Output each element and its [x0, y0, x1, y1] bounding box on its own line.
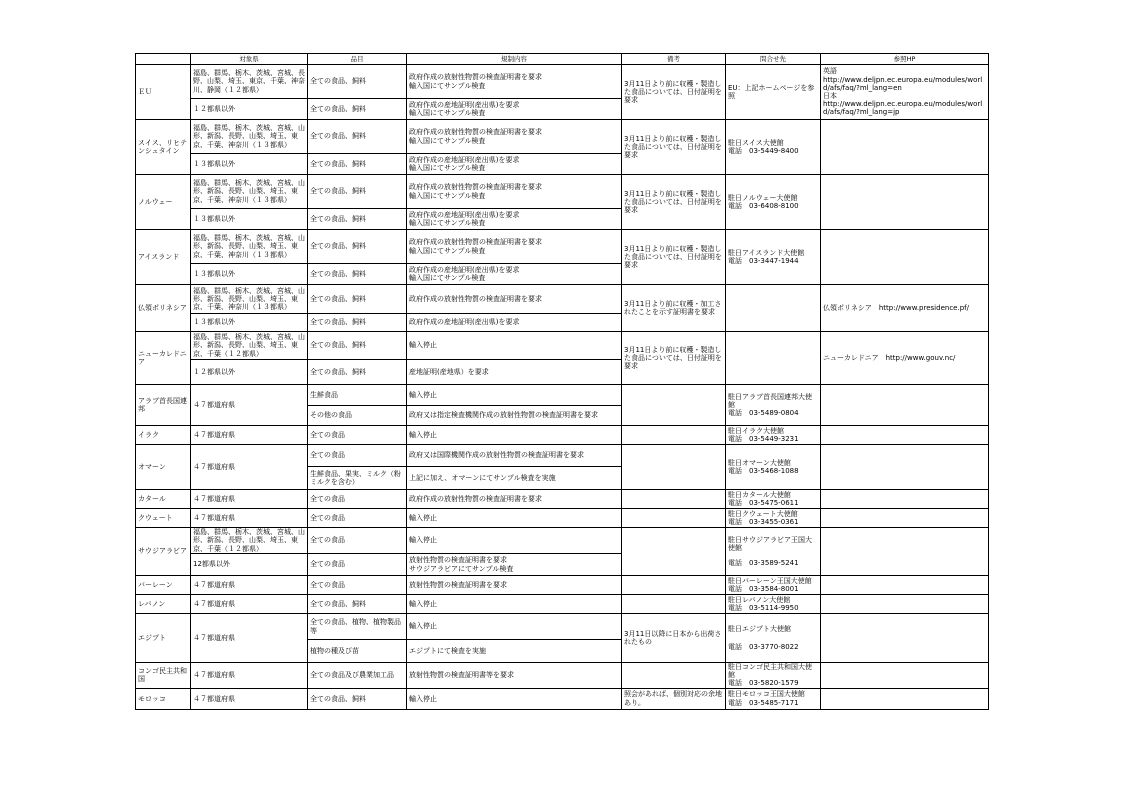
country-cell: スイス、リヒテンシュタイン: [136, 120, 191, 175]
item-cell: 全ての食品及び農業加工品: [308, 663, 407, 689]
regulation-line: 政府作成の放射性物質の検査証明書を要求: [409, 183, 542, 192]
regulation-cell: エジプトにて検査を実施: [407, 640, 622, 663]
table-row: [136, 445, 989, 467]
item-cell: 全ての食品、飼料: [308, 360, 407, 385]
contact-name: 駐日オマーン大使館: [728, 458, 791, 467]
contact-cell: EU：上記ホームページを参照: [726, 65, 821, 120]
header-reference-hp: 参照HP: [821, 54, 989, 65]
regulation-cell: [407, 230, 622, 264]
table-row: [136, 285, 989, 314]
table-row: [136, 490, 989, 509]
hp-link[interactable]: http://www.deljpn.ec.europa.eu/modules/world/afs/faq/?ml_lang=jp: [823, 100, 983, 117]
contact-cell: [726, 385, 821, 426]
note-cell: 照会があれば、個別対応の余地あり。: [622, 688, 726, 709]
prefecture-cell: １２都県以外: [191, 99, 308, 120]
prefecture-cell: 福島、群馬、栃木、茨城、宮城、長野、山梨、埼玉、東京、千葉、神奈川、静岡（１２都県）: [191, 65, 308, 99]
contact-phone: 電話 03-5114-9950: [728, 604, 799, 612]
country-cell: イラク: [136, 426, 191, 445]
country-cell: アイスランド: [136, 230, 191, 285]
contact-cell: [726, 688, 821, 709]
country-cell: ノルウェー: [136, 175, 191, 230]
regulation-line: 輸入国にてサンプル検査: [409, 81, 486, 90]
item-cell: 全ての食品: [308, 554, 407, 576]
regulation-line: 放射性物質の検査証明書を要求: [409, 556, 507, 565]
header-prefecture: 対象県: [191, 54, 308, 65]
reference-hp-cell[interactable]: 仏領ポリネシア http://www.presidence.pf/: [821, 285, 989, 332]
contact-phone: 電話 03-3589-5241: [728, 558, 799, 567]
country-cell: 仏領ポリネシア: [136, 285, 191, 332]
note-cell: 3月11日より前に収穫・製造した食品については、日付証明を要求: [622, 175, 726, 230]
reference-hp-cell: [821, 528, 989, 576]
prefecture-cell: 福島、群馬、栃木、茨城、宮城、山形、新潟、長野、山梨、埼玉、東京、千葉、神奈川（１３都県）: [191, 120, 308, 154]
prefecture-cell: 福島、群馬、栃木、茨城、宮城、山形、新潟、長野、山梨、埼玉、東京、千葉（１２都県）: [191, 332, 308, 360]
country-cell: アラブ首長国連邦: [136, 385, 191, 426]
contact-phone: 電話 03-3584-8001: [728, 585, 799, 593]
regulation-cell: 政府作成の産地証明(産出県)を要求: [407, 314, 622, 332]
item-cell: 生鮮食品: [308, 385, 407, 406]
country-cell: エジプト: [136, 614, 191, 663]
contact-cell: [726, 445, 821, 490]
contact-cell: [726, 595, 821, 614]
hp-link[interactable]: http://www.deljpn.ec.europa.eu/modules/world/afs/faq/?ml_lang=en: [823, 75, 983, 92]
regulation-cell: 上記に加え、オマーンにてサンプル検査を実施: [407, 467, 622, 490]
contact-name: 駐日サウジアラビア王国大使館: [728, 536, 812, 553]
item-cell: 全ての食品、飼料: [308, 264, 407, 285]
note-cell: [622, 490, 726, 509]
prefecture-cell: １３都県以外: [191, 209, 308, 230]
reference-hp-cell: [821, 65, 989, 120]
reference-hp-cell: [821, 175, 989, 230]
regulation-line: 輸入国にてサンプル検査: [409, 274, 486, 282]
contact-phone: 電話 03-6408-8100: [728, 202, 799, 210]
regulation-cell: 放射性物質の検査証明書を要求: [407, 576, 622, 595]
prefecture-cell: １３都県以外: [191, 154, 308, 175]
regulation-line: 輸入国にてサンプル検査: [409, 164, 486, 172]
reference-hp-cell: [821, 445, 989, 490]
regulation-line: 輸入国にてサンプル検査: [409, 191, 486, 200]
contact-name: 駐日カタール大使館: [728, 490, 791, 499]
regulation-line: 政府作成の放射性物質の検査証明書を要求: [409, 73, 542, 82]
header-item: 品目: [308, 54, 407, 65]
table-row: [136, 528, 989, 554]
regulation-table: [135, 53, 989, 710]
header-contact: 問合せ先: [726, 54, 821, 65]
reference-hp-cell: [821, 230, 989, 285]
hp-line: 英語: [823, 67, 837, 76]
contact-phone: 電話 03-5468-1088: [728, 467, 799, 475]
country-cell: ニューカレドニア: [136, 332, 191, 385]
note-cell: 3月11日より前に収穫・製造した食品については、日付証明を要求: [622, 65, 726, 120]
contact-cell: [726, 120, 821, 175]
item-cell: 全ての食品、飼料: [308, 332, 407, 360]
regulation-line: サウジアラビアにてサンプル検査: [409, 564, 514, 573]
item-cell: 全ての食品、飼料: [308, 285, 407, 314]
regulation-cell: 輸入停止: [407, 595, 622, 614]
table-row: [136, 120, 989, 154]
reference-hp-cell: [821, 576, 989, 595]
reference-hp-cell[interactable]: ニューカレドニア http://www.gouv.nc/: [821, 332, 989, 385]
contact-cell: [726, 528, 821, 576]
regulation-cell: [407, 264, 622, 285]
contact-phone: 電話 03-5449-8400: [728, 147, 799, 155]
regulation-cell: 産地証明(産地県）を要求: [407, 360, 622, 385]
item-cell: 全ての食品、植物、植物製品等: [308, 614, 407, 640]
item-cell: その他の食品: [308, 406, 407, 426]
item-cell: 全ての食品、飼料: [308, 99, 407, 120]
table-row: [136, 663, 989, 689]
reference-hp-cell: [821, 385, 989, 426]
regulation-line: 輸入国にてサンプル検査: [409, 246, 486, 255]
item-cell: 全ての食品、飼料: [308, 65, 407, 99]
regulation-cell: 輸入停止: [407, 509, 622, 528]
contact-name: 駐日モロッコ王国大使館: [728, 690, 805, 699]
note-cell: [622, 445, 726, 490]
country-cell: コンゴ民主共和国: [136, 663, 191, 689]
contact-cell: [726, 663, 821, 689]
prefecture-cell: ４７都道府県: [191, 445, 308, 490]
contact-cell: [726, 509, 821, 528]
table-row: [136, 509, 989, 528]
regulation-cell: [407, 554, 622, 576]
header-note: 備考: [622, 54, 726, 65]
contact-cell: [726, 614, 821, 663]
contact-name: 駐日アラブ首長国連邦大使館: [728, 392, 812, 409]
regulation-line: 政府作成の産地証明(産出県)を要求: [409, 210, 520, 219]
regulation-cell: 政府作成の放射性物質の検査証明書を要求: [407, 285, 622, 314]
regulation-cell: 輸入停止: [407, 332, 622, 360]
note-cell: [622, 595, 726, 614]
hp-line: 日本: [823, 92, 837, 100]
prefecture-cell: 福島、群馬、栃木、茨城、宮城、山形、新潟、長野、山梨、埼玉、東京、千葉、神奈川（１３都県）: [191, 175, 308, 209]
item-cell: 全ての食品、飼料: [308, 314, 407, 332]
item-cell: 全ての食品: [308, 509, 407, 528]
regulation-cell: 政府又は国際機関作成の放射性物質の検査証明書を要求: [407, 445, 622, 467]
contact-name: 駐日レバノン大使館: [728, 595, 791, 604]
country-cell: レバノン: [136, 595, 191, 614]
contact-phone: 電話 03-5485-7171: [728, 698, 799, 707]
note-cell: 3月11日より前に収穫・製造した食品については、日付証明を要求: [622, 120, 726, 175]
prefecture-cell: ４７都道府県: [191, 385, 308, 426]
item-cell: 全ての食品、飼料: [308, 595, 407, 614]
item-cell: 全ての食品、飼料: [308, 209, 407, 230]
regulation-cell: 輸入停止: [407, 426, 622, 445]
item-cell: 全ての食品: [308, 528, 407, 554]
prefecture-cell: ４７都道府県: [191, 614, 308, 663]
country-cell: モロッコ: [136, 688, 191, 709]
regulation-line: 政府作成の放射性物質の検査証明書を要求: [409, 128, 542, 137]
note-cell: [622, 509, 726, 528]
contact-phone: 電話 03-3770-8022: [728, 643, 799, 651]
contact-cell: [726, 426, 821, 445]
regulation-line: 輸入国にてサンプル検査: [409, 219, 486, 227]
country-cell: オマーン: [136, 445, 191, 490]
contact-cell: [726, 576, 821, 595]
reference-hp-cell: [821, 426, 989, 445]
table-row: [136, 614, 989, 640]
prefecture-cell: 福島、群馬、栃木、茨城、宮城、山形、新潟、長野、山梨、埼玉、東京、千葉（１２都県）: [191, 528, 308, 554]
note-cell: [622, 576, 726, 595]
contact-name: 駐日バーレーン王国大使館: [728, 576, 812, 585]
contact-name: 駐日コンゴ民主共和国大使館: [728, 663, 812, 680]
prefecture-cell: ４７都道府県: [191, 595, 308, 614]
contact-name: 駐日ノルウェー大使館: [728, 193, 798, 202]
prefecture-cell: １２都県以外: [191, 360, 308, 385]
header-row: [136, 54, 989, 65]
regulation-line: 政府作成の産地証明(産出県)を要求: [409, 100, 520, 109]
note-cell: [622, 528, 726, 576]
contact-phone: 電話 03-5489-0804: [728, 409, 799, 418]
contact-cell: [726, 230, 821, 285]
table-row: [136, 65, 989, 99]
regulation-cell: [407, 120, 622, 154]
regulation-cell: 輸入停止: [407, 688, 622, 709]
prefecture-cell: 福島、群馬、栃木、茨城、宮城、山形、新潟、長野、山梨、埼玉、東京、千葉、神奈川（１３都県）: [191, 230, 308, 264]
contact-cell: [726, 175, 821, 230]
reference-hp-cell: [821, 688, 989, 709]
regulation-cell: 輸入停止: [407, 614, 622, 640]
regulation-cell: [407, 154, 622, 175]
table-row: [136, 426, 989, 445]
reference-hp-cell: [821, 120, 989, 175]
country-cell: クウェート: [136, 509, 191, 528]
reference-hp-cell: [821, 509, 989, 528]
regulation-line: 輸入国にてサンプル検査: [409, 109, 486, 117]
regulation-cell: [407, 99, 622, 120]
item-cell: 全ての食品: [308, 490, 407, 509]
contact-phone: 電話 03-5475-0611: [728, 499, 799, 507]
contact-phone: 電話 03-3455-0361: [728, 518, 799, 526]
item-cell: 全ての食品、飼料: [308, 120, 407, 154]
item-cell: 全ての食品、飼料: [308, 688, 407, 709]
country-cell: ＥＵ: [136, 65, 191, 120]
regulation-line: 政府作成の産地証明(産出県)を要求: [409, 155, 520, 164]
contact-name: 駐日アイスランド大使館: [728, 248, 805, 257]
item-cell: 全ての食品、飼料: [308, 230, 407, 264]
table-row: [136, 595, 989, 614]
item-cell: 全ての食品: [308, 445, 407, 467]
regulation-cell: 輸入停止: [407, 528, 622, 554]
regulation-line: 政府作成の産地証明(産出県)を要求: [409, 265, 520, 274]
regulation-cell: [407, 209, 622, 230]
note-cell: [622, 663, 726, 689]
prefecture-cell: ４７都道府県: [191, 426, 308, 445]
item-cell: 全ての食品: [308, 576, 407, 595]
item-cell: 全ての食品: [308, 426, 407, 445]
regulation-cell: 政府作成の放射性物質の検査証明書を要求: [407, 490, 622, 509]
note-cell: 3月11日以降に日本から出荷されたもの: [622, 614, 726, 663]
header-regulation: 規制内容: [407, 54, 622, 65]
prefecture-cell: ４７都道府県: [191, 490, 308, 509]
reference-hp-cell: [821, 595, 989, 614]
country-cell: カタール: [136, 490, 191, 509]
item-cell: 生鮮食品、果実、ミルク（粉ミルクを含む）: [308, 467, 407, 490]
prefecture-cell: １３都県以外: [191, 314, 308, 332]
contact-name: 駐日エジプト大使館: [728, 624, 791, 633]
contact-phone: 電話 03-3447-1944: [728, 257, 799, 265]
contact-name: 駐日スイス大使館: [728, 138, 784, 147]
reference-hp-cell: [821, 614, 989, 663]
prefecture-cell: 12都県以外: [191, 554, 308, 576]
table-row: [136, 688, 989, 709]
prefecture-cell: ４７都道府県: [191, 576, 308, 595]
table-row: [136, 230, 989, 264]
table-row: [136, 175, 989, 209]
note-cell: 3月11日より前に収穫・製造した食品については、日付証明を要求: [622, 332, 726, 385]
prefecture-cell: 福島、群馬、栃木、茨城、宮城、山形、新潟、長野、山梨、埼玉、東京、千葉、神奈川（１３都県）: [191, 285, 308, 314]
contact-phone: 電話 03-5820-1579: [728, 679, 799, 688]
table-row: [136, 332, 989, 360]
contact-phone: 電話 03-5449-3231: [728, 435, 799, 443]
regulation-cell: 政府又は指定検査機関作成の放射性物質の検査証明書を要求: [407, 406, 622, 426]
regulation-line: 輸入国にてサンプル検査: [409, 136, 486, 145]
reference-hp-cell: [821, 663, 989, 689]
contact-cell: [726, 490, 821, 509]
regulation-cell: 輸入停止: [407, 385, 622, 406]
note-cell: 3月11日より前に収穫・製造した食品については、日付証明を要求: [622, 230, 726, 285]
table-row: [136, 576, 989, 595]
regulation-cell: [407, 65, 622, 99]
prefecture-cell: ４７都道府県: [191, 663, 308, 689]
contact-cell: [726, 332, 821, 385]
country-cell: バーレーン: [136, 576, 191, 595]
item-cell: 全ての食品、飼料: [308, 154, 407, 175]
header-country: [136, 54, 191, 65]
prefecture-cell: ４７都道府県: [191, 688, 308, 709]
note-cell: [622, 426, 726, 445]
country-cell: サウジアラビア: [136, 528, 191, 576]
item-cell: 植物の種及び苗: [308, 640, 407, 663]
regulation-cell: 放射性物質の検査証明書等を要求: [407, 663, 622, 689]
prefecture-cell: ４７都道府県: [191, 509, 308, 528]
contact-name: 駐日イラク大使館: [728, 426, 784, 435]
item-cell: 全ての食品、飼料: [308, 175, 407, 209]
regulation-cell: [407, 175, 622, 209]
table-row: [136, 385, 989, 406]
reference-hp-cell: [821, 490, 989, 509]
note-cell: 3月11日より前に収穫・加工されたことを示す証明書を要求: [622, 285, 726, 332]
note-cell: [622, 385, 726, 426]
regulation-line: 政府作成の放射性物質の検査証明書を要求: [409, 238, 542, 247]
contact-cell: [726, 285, 821, 332]
prefecture-cell: １３都県以外: [191, 264, 308, 285]
contact-name: 駐日クウェート大使館: [728, 509, 798, 518]
